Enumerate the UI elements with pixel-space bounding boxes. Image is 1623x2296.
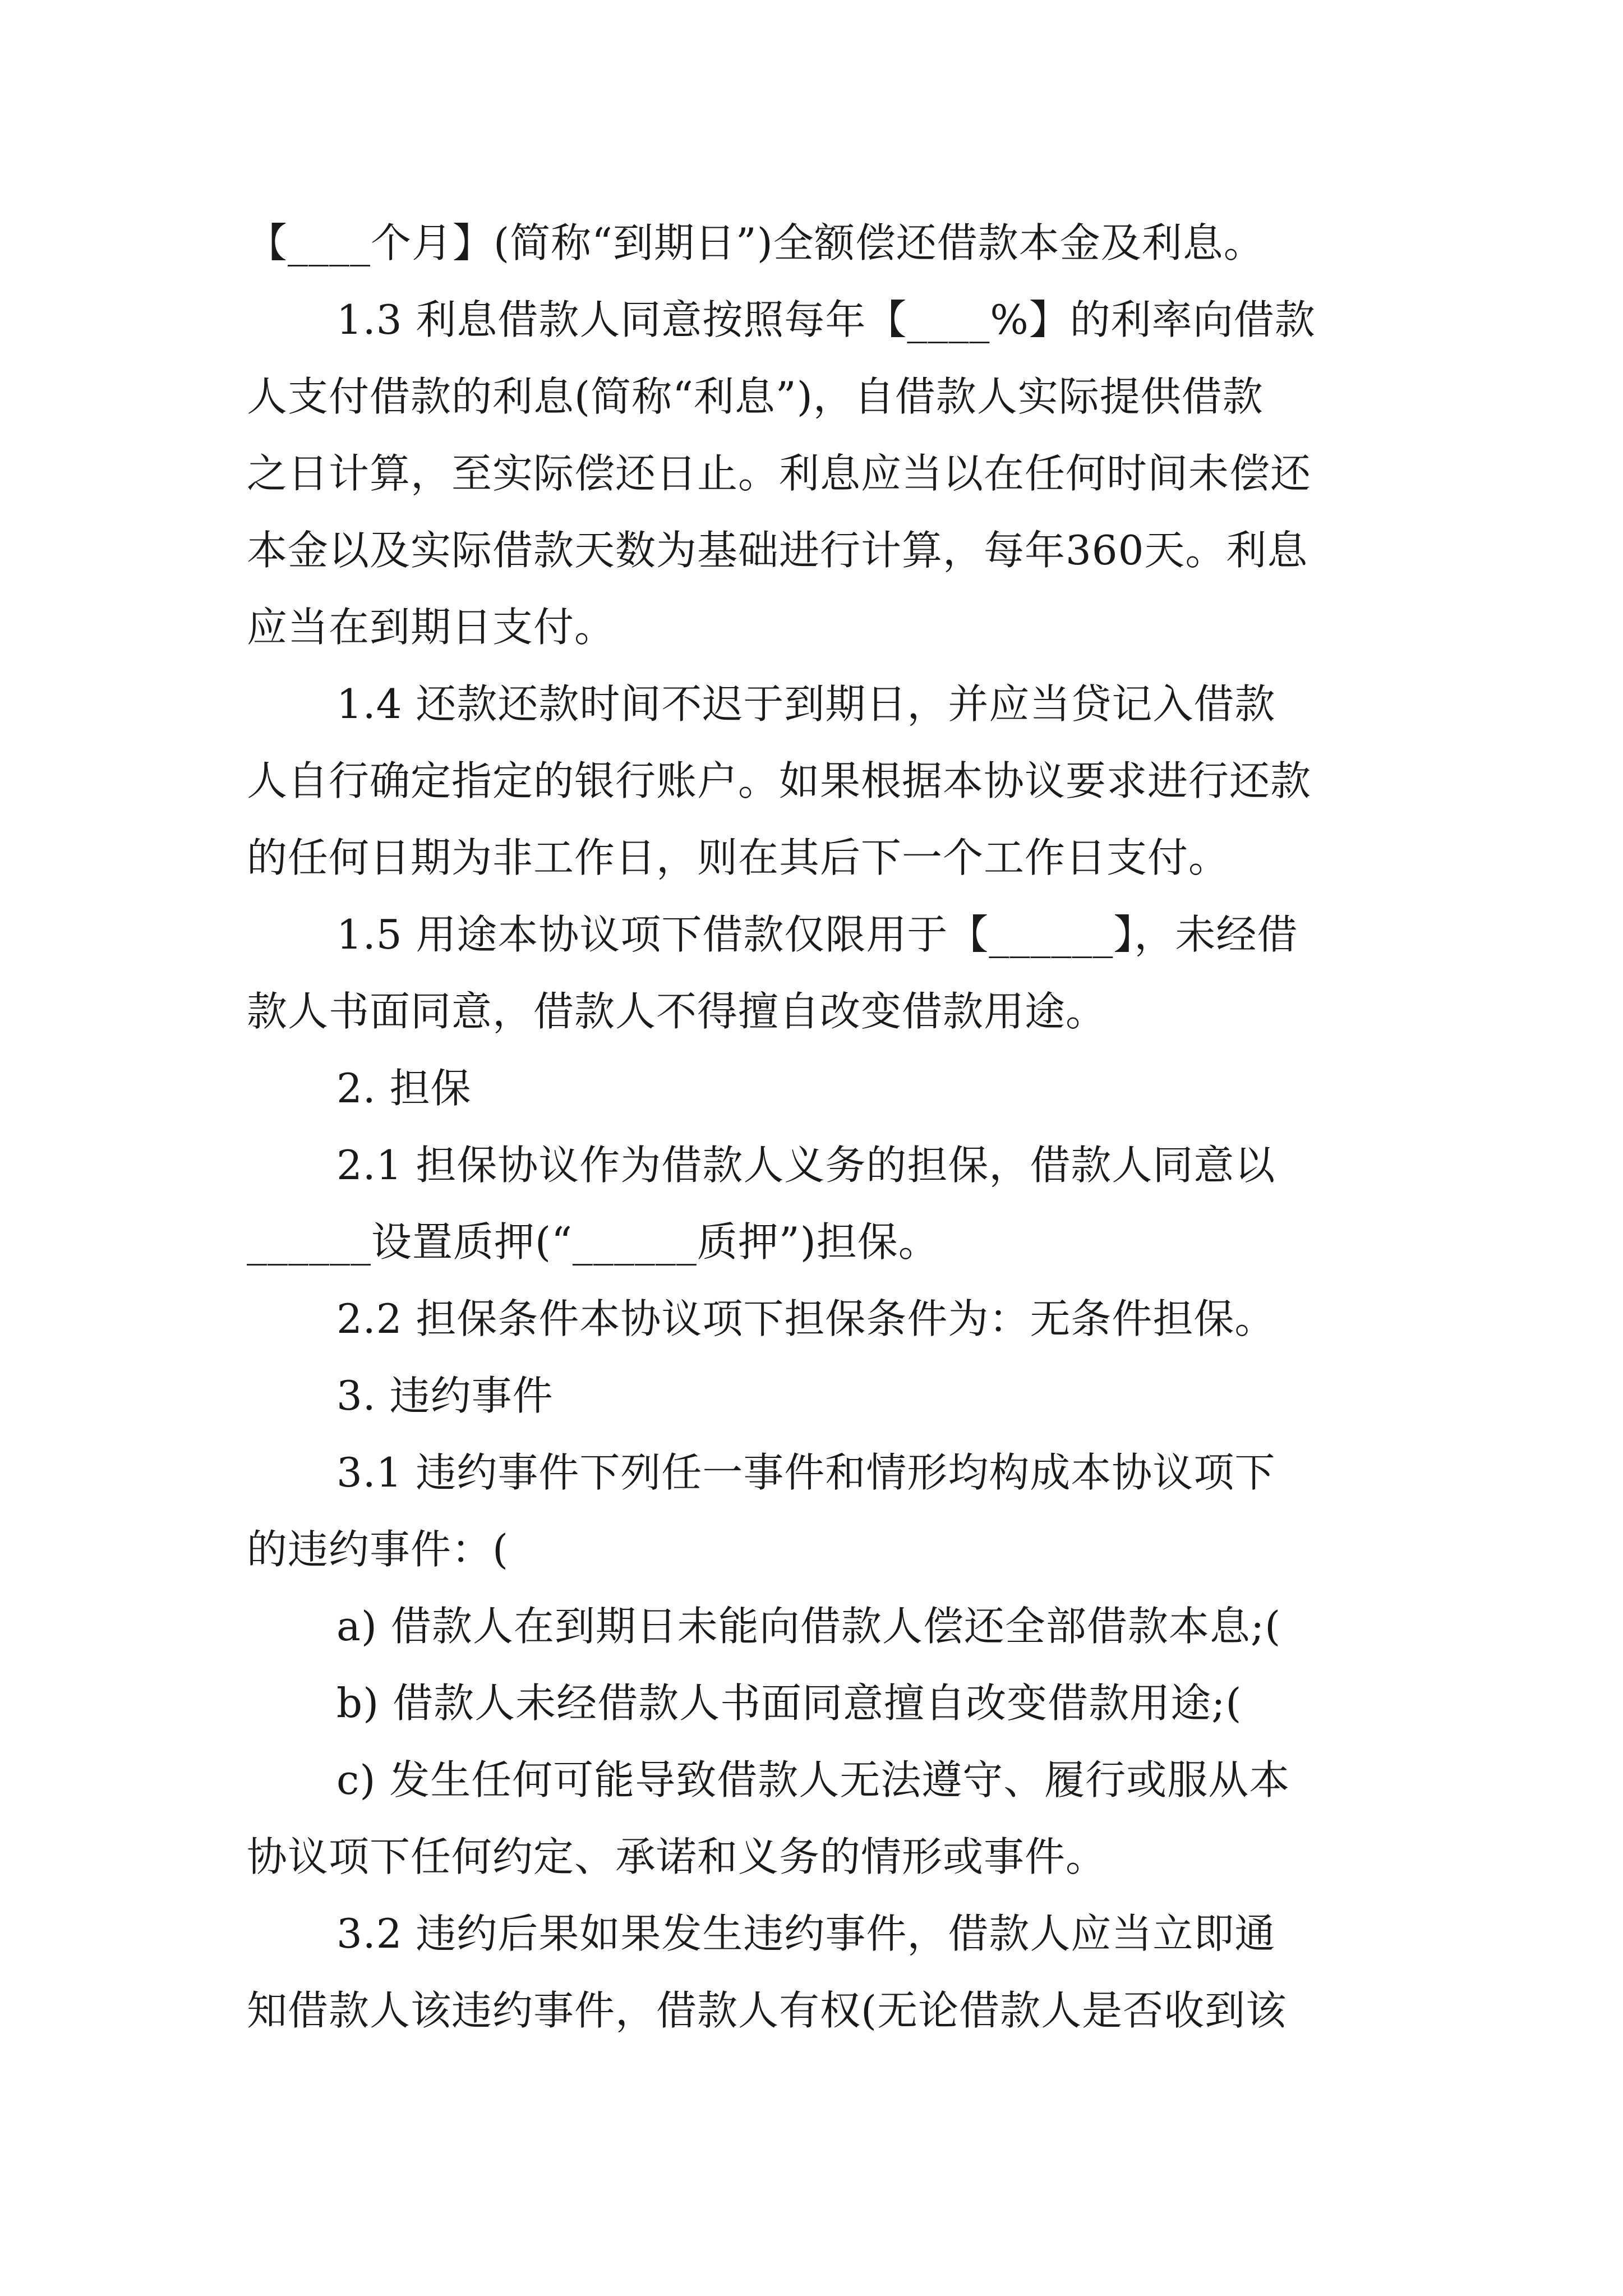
document-body xyxy=(247,205,1402,2049)
list-item-b: b) 借款人未经借款人书面同意擅自改变借款用途;( xyxy=(336,1680,1242,1727)
clause-2-1-heading-line: 2.1 担保协议作为借款人义务的担保，借款人同意以 xyxy=(336,1142,1276,1189)
text-line: 知借款人该违约事件，借款人有权(无论借款人是否收到该 xyxy=(247,1987,1287,2034)
text-line: 协议项下任何约定、承诺和义务的情形或事件。 xyxy=(247,1833,1107,1880)
text-line: 的违约事件：( xyxy=(247,1526,509,1573)
list-item-c: c) 发生任何可能导致借款人无法遵守、履行或服从本 xyxy=(336,1756,1290,1803)
clause-3-1-heading-line: 3.1 违约事件下列任一事件和情形均构成本协议项下 xyxy=(336,1449,1276,1496)
section-3-heading: 3. 违约事件 xyxy=(336,1372,554,1419)
section-2-heading: 2. 担保 xyxy=(336,1065,472,1112)
text-line: 人支付借款的利息(简称“利息”)，自借款人实际提供借款 xyxy=(247,373,1264,420)
text-line: 【____个月】(简称“到期日”)全额偿还借款本金及利息。 xyxy=(247,219,1265,266)
text-line: 应当在到期日支付。 xyxy=(247,604,616,651)
clause-1-5-heading-line: 1.5 用途本协议项下借款仅限用于【______】，未经借 xyxy=(336,911,1298,958)
text-line: 的任何日期为非工作日，则在其后下一个工作日支付。 xyxy=(247,834,1230,881)
text-line: 人自行确定指定的银行账户。如果根据本协议要求进行还款 xyxy=(247,757,1312,804)
clause-2-2-line: 2.2 担保条件本协议项下担保条件为：无条件担保。 xyxy=(336,1295,1276,1342)
clause-1-3-heading-line: 1.3 利息借款人同意按照每年【____%】的利率向借款 xyxy=(336,296,1316,343)
text-line: ______设置质押(“______质押”)担保。 xyxy=(247,1218,939,1266)
text-line: 之日计算，至实际偿还日止。利息应当以在任何时间未偿还 xyxy=(247,450,1312,497)
clause-3-2-heading-line: 3.2 违约后果如果发生违约事件，借款人应当立即通 xyxy=(336,1910,1276,1957)
clause-1-4-heading-line: 1.4 还款还款时间不迟于到期日，并应当贷记入借款 xyxy=(336,680,1276,728)
text-line: 款人书面同意，借款人不得擅自改变借款用途。 xyxy=(247,988,1107,1035)
text-line: 本金以及实际借款天数为基础进行计算，每年360天。利息 xyxy=(247,527,1308,574)
list-item-a: a) 借款人在到期日未能向借款人偿还全部借款本息;( xyxy=(336,1603,1281,1650)
